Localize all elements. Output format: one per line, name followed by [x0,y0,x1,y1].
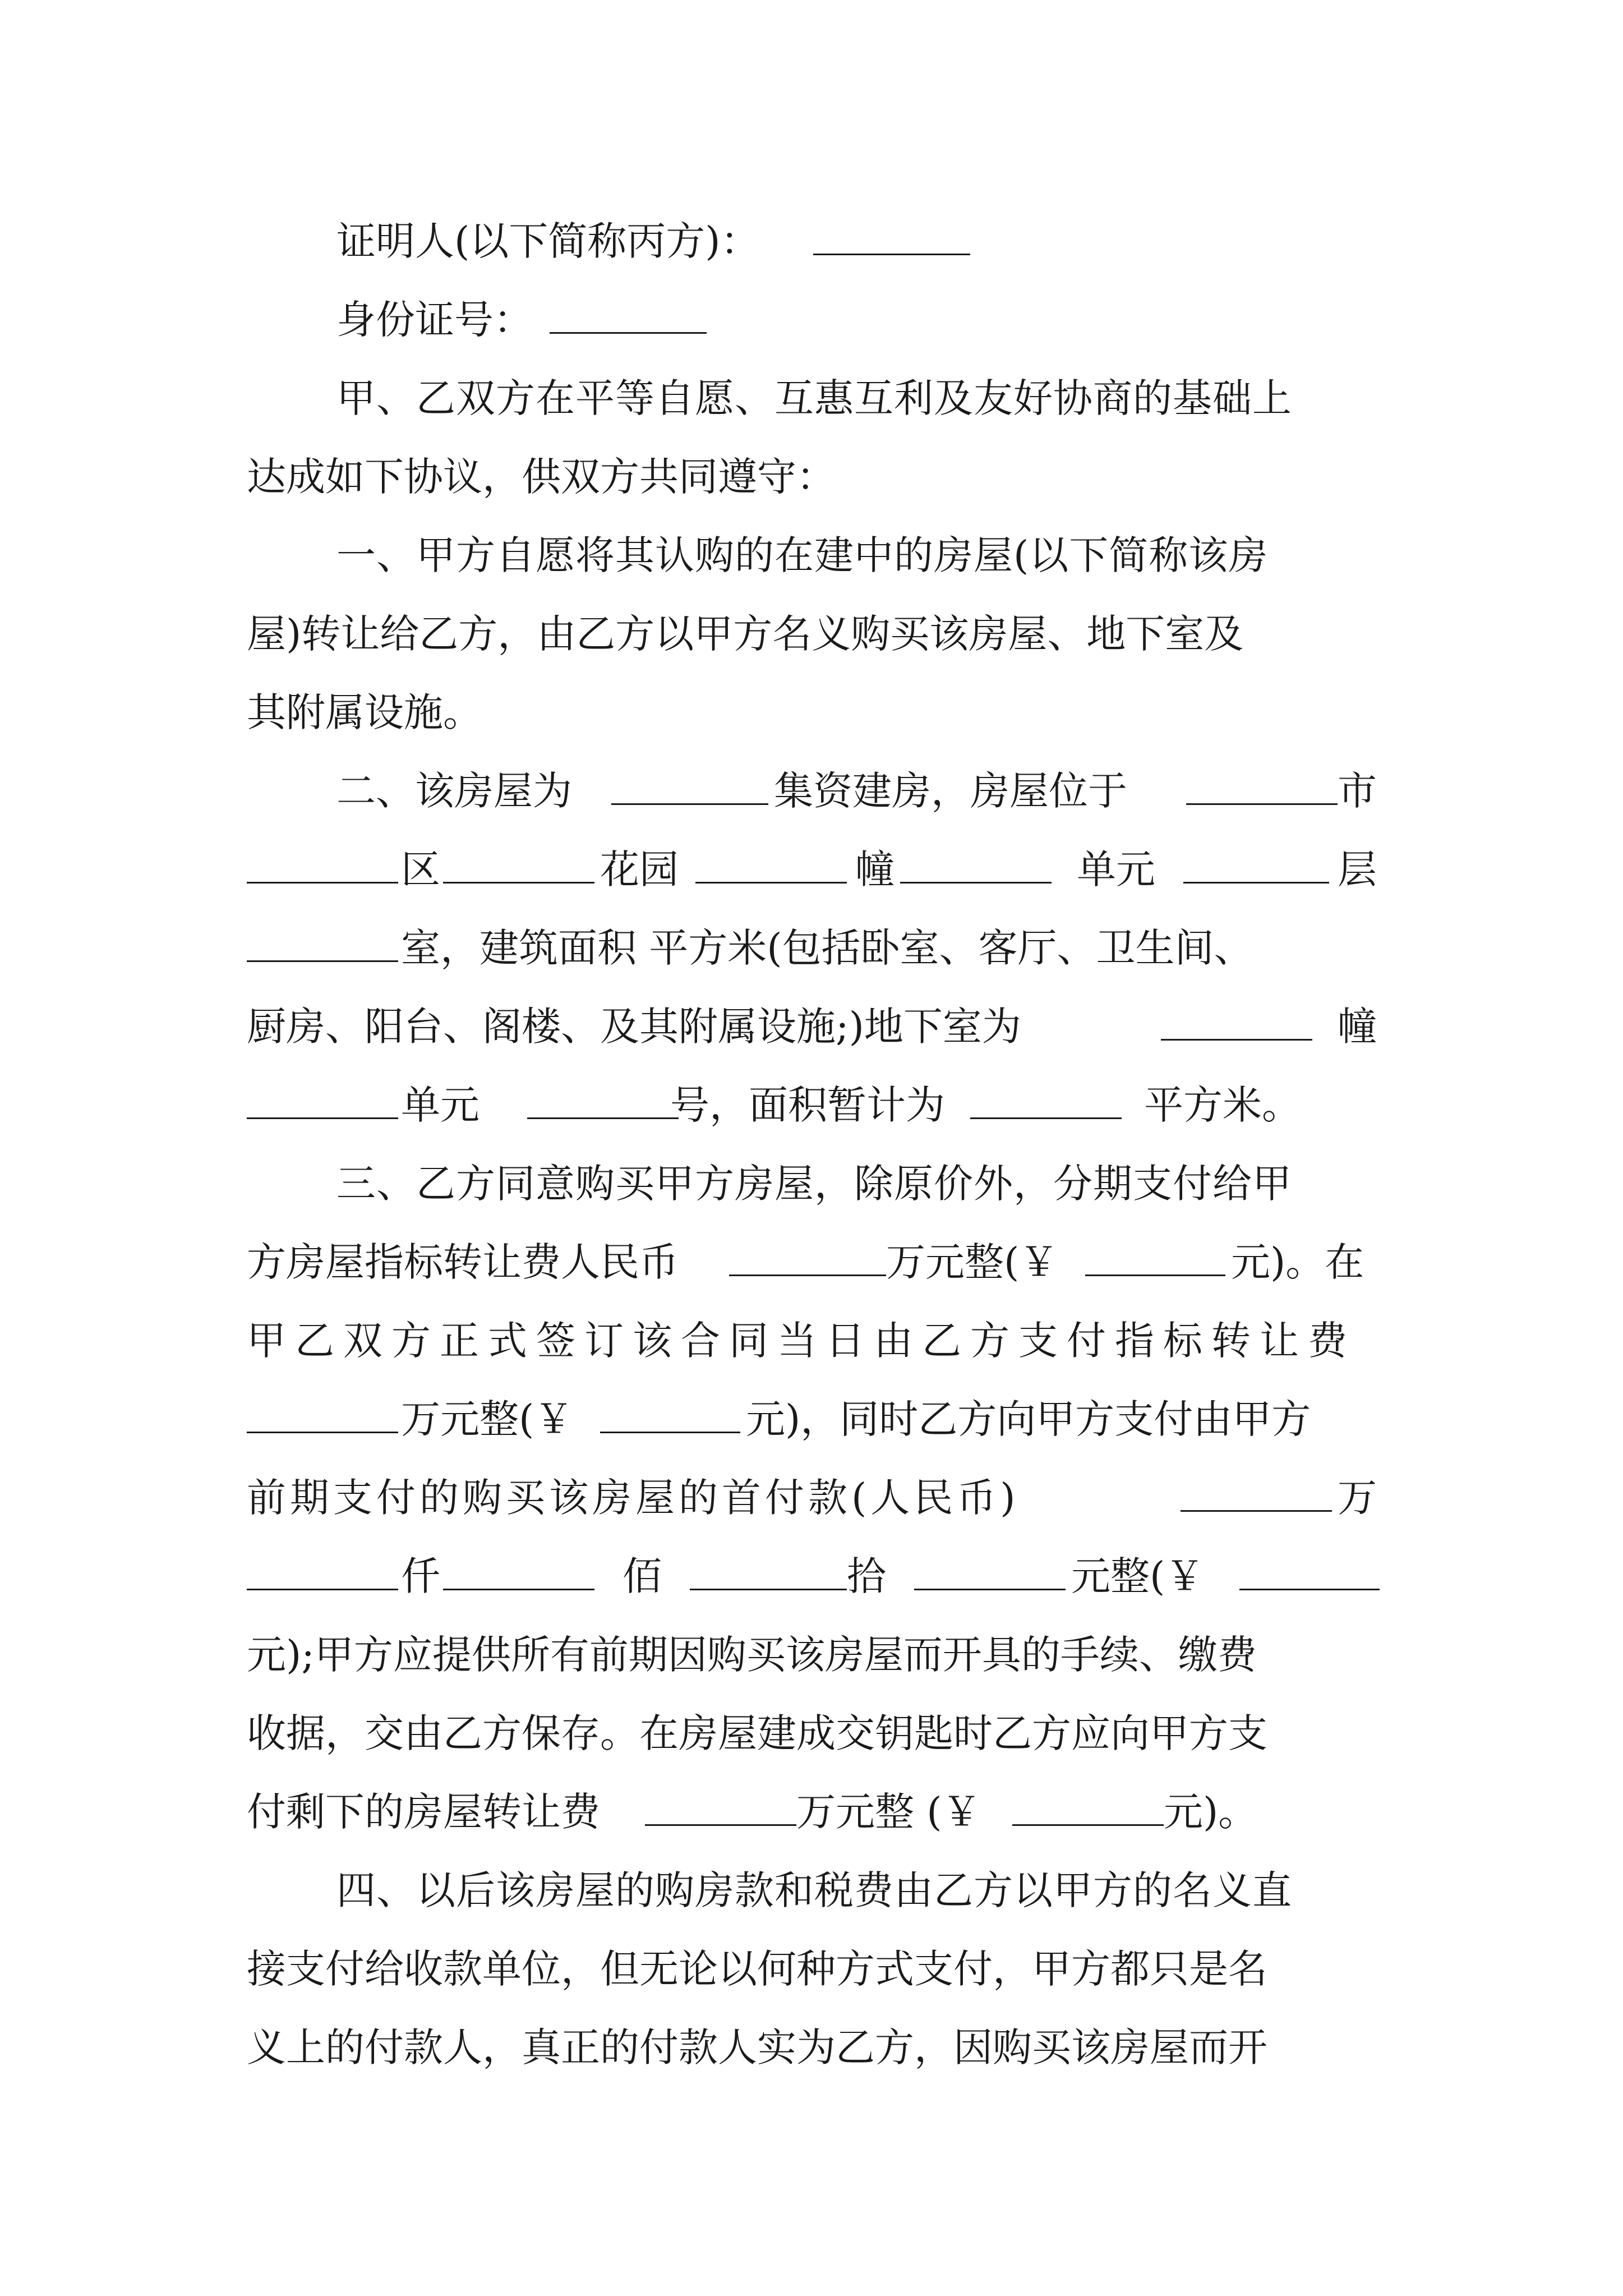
area-line [0,909,1623,987]
witness-line [0,202,1623,280]
clause-text: 四、以后该房屋的购房款和税费由乙方以甲方的名义直 [336,1867,1292,1913]
fee-text: 元)。在 [1231,1239,1364,1285]
amount-text: 拾 [847,1553,886,1599]
paragraph-text: 一、甲方自愿将其认购的在建中的房屋(以下简称该房 [336,532,1269,578]
blank-field [695,830,847,884]
amount-text: 仟 [401,1553,440,1599]
basement-text: 厨房、阳台、阁楼、及其附属设施;)地下室为 [247,1004,1021,1050]
address-text: 幢 [855,846,895,892]
payment-text: 前期支付的购买该房屋的首付款(人民币) [247,1475,1020,1521]
fee-text: 万元整(￥ [401,1396,574,1442]
paragraph-line [0,673,1623,752]
address-text: 层 [1338,846,1377,892]
paragraph-line [0,1694,1623,1773]
paragraph-text: 甲乙双方正式签订该合同当日由乙方支付指标转让费 [247,1318,1356,1364]
paragraph-text: 达成如下协议，供双方共同遵守： [247,454,836,500]
fee-line [0,1223,1623,1301]
blank-field [1085,1223,1225,1276]
clause-two-line [0,752,1623,830]
clause-text: 集资建房，房屋位于 [774,768,1127,814]
witness-label: 证明人(以下简称丙方)： [336,218,760,264]
blank-field [645,1773,796,1826]
clause-three-line [0,1144,1623,1223]
id-number-blank [550,280,707,334]
address-text: 区 [401,846,440,892]
fee-text: 元)，同时乙方向甲方支付由甲方 [746,1396,1311,1442]
paragraph-text: 其附属设施。 [247,689,482,735]
down-payment-line [0,1458,1623,1537]
blank-field [247,1066,398,1119]
amount-text: 佰 [623,1553,662,1599]
fee-text: 万元整(￥ [886,1239,1059,1285]
paragraph-line [0,595,1623,673]
paragraph-text: 义上的付款人，真正的付款人实为乙方，因购买该房屋而开 [247,2024,1267,2070]
clause-text: 三、乙方同意购买甲方房屋，除原价外，分期支付给甲 [336,1161,1292,1207]
paragraph-line [0,516,1623,595]
remaining-fee-line [0,1773,1623,1851]
payment-text: 万 [1338,1475,1377,1521]
blank-field [1183,830,1329,884]
blank-field [247,1537,398,1590]
blank-field [729,1223,886,1276]
blank-field [247,830,398,884]
blank-field [1012,1773,1164,1826]
blank-field [247,1380,398,1433]
blank-field [690,1537,847,1590]
paragraph-text: 屋)转让给乙方，由乙方以甲方名义购买该房屋、地下室及 [247,611,1244,657]
blank-field [443,1537,594,1590]
basement-detail-line [0,1066,1623,1144]
amount-line [0,1537,1623,1616]
basement-text: 平方米。 [1144,1082,1301,1128]
fee-text: 方房屋指标转让费人民币 [247,1239,679,1285]
fee-text: 万元整 (￥ [796,1789,981,1835]
blank-field [1161,987,1312,1041]
clause-text: 市 [1338,768,1377,814]
basement-line [0,987,1623,1066]
id-number-label: 身份证号： [336,297,533,343]
fee-line [0,1380,1623,1458]
blank-field [247,909,398,962]
witness-name-blank [813,202,970,255]
blank-field [1181,1458,1332,1512]
fee-text: 付剩下的房屋转让费 [247,1789,600,1835]
blank-field [1186,752,1338,805]
paragraph-text: 元);甲方应提供所有前期因购买该房屋而开具的手续、缴费 [247,1632,1257,1678]
blank-field [443,830,594,884]
paragraph-line [0,438,1623,516]
paragraph-line [0,1616,1623,1694]
basement-text: 号，面积暂计为 [670,1082,945,1128]
paragraph-line [0,1930,1623,2008]
blank-field [600,1380,740,1433]
basement-text: 幢 [1338,1004,1377,1050]
paragraph-line [0,359,1623,438]
paragraph-line [0,2008,1623,2087]
area-text: 室，建筑面积 平方米(包括卧室、客厅、卫生间、 [401,925,1253,971]
address-text: 花园 [600,846,679,892]
paragraph-text: 甲、乙双方在平等自愿、互惠互利及友好协商的基础上 [336,375,1292,421]
clause-text: 二、该房屋为 [336,768,572,814]
address-line [0,830,1623,909]
blank-field [900,830,1052,884]
blank-field [1239,1537,1380,1590]
blank-field [914,1537,1066,1590]
basement-text: 单元 [401,1082,479,1128]
paragraph-text: 接支付给收款单位，但无论以何种方式支付，甲方都只是名 [247,1946,1267,1992]
blank-field [970,1066,1122,1119]
address-text: 单元 [1077,846,1155,892]
id-number-line [0,280,1623,359]
paragraph-line [0,1301,1623,1380]
amount-text: 元整(￥ [1071,1553,1205,1599]
clause-four-line [0,1851,1623,1930]
blank-field [611,752,768,805]
paragraph-text: 收据，交由乙方保存。在房屋建成交钥匙时乙方应向甲方支 [247,1710,1267,1756]
fee-text: 元)。 [1164,1789,1258,1835]
blank-field [527,1066,679,1119]
